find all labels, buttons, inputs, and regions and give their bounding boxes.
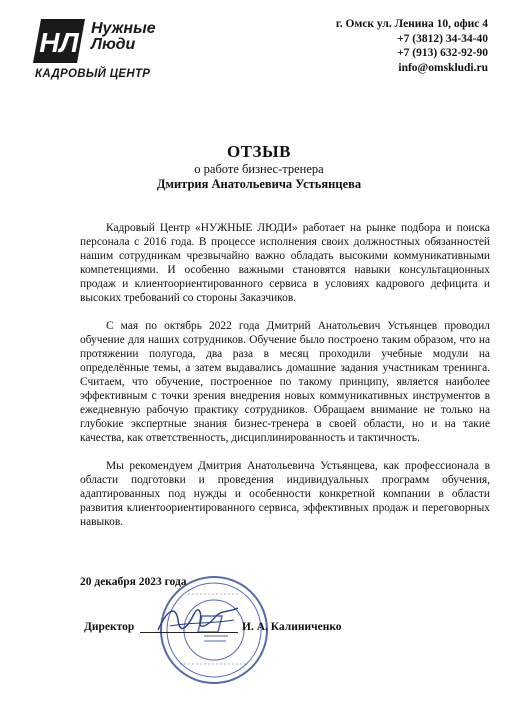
signer-role: Директор (84, 621, 135, 633)
logo-line-1: Нужные (91, 20, 156, 37)
paragraph-1: Кадровый Центр «НУЖНЫЕ ЛЮДИ» работает на рынке подбора и поиска персонала с 2016 года. В процессе исполнения своих должностных обязанностей нашим сотрудникам чрезвычайно важно обладать высокими коммуникативными компетенциями. И особенно важными становятся навыки консультационных продаж и клиентоориентированного сервиса в условиях кадрового дефицита и высоких требований со стороны Заказчиков. (80, 222, 490, 304)
subject-person: Дмитрия Анатольевича Устьянцева (156, 177, 362, 191)
signer-name: И. А. Калиниченко (242, 621, 342, 633)
paragraph-2: С мая по октябрь 2022 года Дмитрий Анатольевич Устьянцев проводил обучение для наших сотрудников. Обучение было построено таким образом, что на протяжении полугода, два раза в месяц проходили учебные модули на определённые темы, а затем выдавались домашние задания участникам тренинга. Считаем, что обучение, построенное по такому принципу, является наиболее эффективным с точки зрения внедрения новых коммуникативных инструментов в ежедневную рабочую практику сотрудников. Обращаем внимание не только на глубокие экспертные знания бизнес-тренера в своей области, но и на такие качества, как ответственность, дисциплинированность и тактичность. (80, 320, 490, 444)
contact-block (336, 17, 488, 75)
signature-line (140, 632, 238, 633)
logo-line-2: Люди (91, 36, 136, 53)
phone-2: +7 (913) 632-92-90 (397, 47, 488, 59)
phone-1: +7 (3812) 34-34-40 (397, 32, 488, 45)
handwritten-signature-icon (150, 600, 245, 640)
email: info@omskludi.ru (398, 61, 488, 74)
letter-date: 20 декабря 2023 года (80, 576, 187, 588)
logo-wordmark (91, 21, 156, 53)
document-title: ОТЗЫВ (226, 142, 292, 161)
paragraph-3: Мы рекомендуем Дмитрия Анатольевича Устьянцева, как профессионала в области подготовки и проведения индивидуальных программ обучения, адаптированных под нужды и особенности конкретной компании в области развития клиентоориентированного сервиса, эффективных продаж и переговорных навыков. (80, 460, 490, 528)
document-subtitle: о работе бизнес-тренера (194, 162, 324, 176)
company-logo (33, 15, 183, 80)
logo-monogram-text: НЛ (39, 27, 79, 58)
logo-subtitle: КАДРОВЫЙ ЦЕНТР (35, 68, 151, 80)
address: г. Омск ул. Ленина 10, офис 4 (335, 18, 488, 30)
logo-monogram-icon (33, 19, 85, 63)
letter-body (80, 221, 490, 543)
